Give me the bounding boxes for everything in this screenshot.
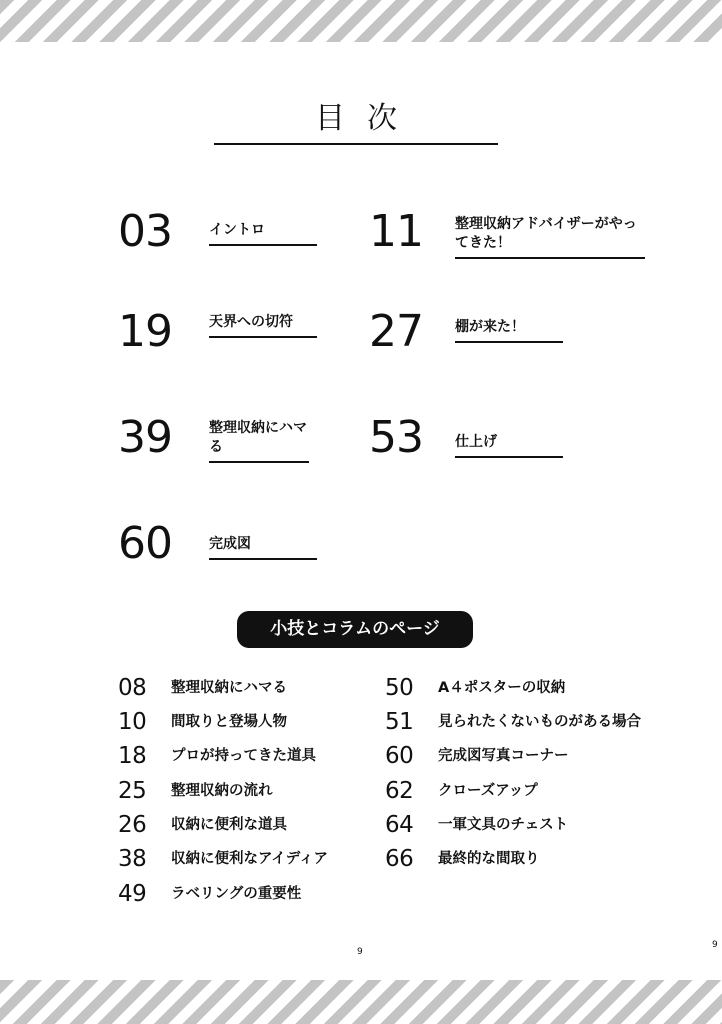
chapter-number: 60 [118,518,172,569]
extras-row [118,811,287,839]
chapter-title: 棚が来た！ [455,309,563,343]
page-number: 9 [357,947,363,957]
extras-number: 60 [385,743,414,769]
extras-row [118,880,301,908]
chapter-title: イントロ [209,212,317,246]
extras-title: 完成図写真コーナー [438,748,569,764]
extras-title: 最終的な間取り [438,851,540,867]
extras-title: 一軍文具のチェスト [438,817,569,833]
extras-title: 見られたくないものがある場合 [438,714,641,730]
extras-row [118,674,287,702]
extras-title: プロが持ってきた道具 [171,748,316,764]
extras-number: 50 [385,675,414,701]
extras-section-label: 小技とコラムのページ [237,611,473,648]
extras-number: 38 [118,846,147,872]
extras-row [385,742,569,770]
chapter-title: 整理収納にハマる [209,416,309,463]
chapter-number: 27 [369,306,423,357]
top-stripe-border [0,0,722,42]
title-underline [214,143,498,145]
page-number-corner: 9 [712,940,718,950]
extras-title: 整理収納の流れ [171,783,273,799]
extras-row [385,708,641,736]
chapter-title: 整理収納アドバイザーがやってきた！ [455,204,645,259]
extras-title: 収納に便利なアイディア [171,851,329,867]
extras-title: クローズアップ [438,783,538,799]
chapter-title: 仕上げ [455,422,563,458]
extras-title: ラベリングの重要性 [171,886,302,902]
extras-title: 整理収納にハマる [171,680,287,696]
extras-number: 51 [385,709,414,735]
extras-number: 64 [385,812,414,838]
chapter-number: 19 [118,306,172,357]
extras-row [385,811,568,839]
extras-row [385,674,565,702]
extras-title: A４ポスターの収納 [438,680,566,696]
extras-number: 18 [118,743,147,769]
bottom-stripe-border [0,980,722,1024]
chapter-number: 03 [118,206,172,257]
extras-title: 収納に便利な道具 [171,817,287,833]
extras-number: 08 [118,675,147,701]
extras-number: 10 [118,709,147,735]
extras-title: 間取りと登場人物 [171,714,287,730]
extras-row [118,708,287,736]
extras-row [118,845,328,873]
extras-row [385,777,538,805]
extras-number: 62 [385,778,414,804]
page-title: 目次 [315,101,419,136]
extras-row [118,777,273,805]
extras-row [118,742,316,770]
extras-number: 66 [385,846,414,872]
chapter-title: 完成図 [209,526,317,560]
extras-number: 25 [118,778,147,804]
chapter-number: 39 [118,412,172,463]
chapter-title: 天界への切符 [209,304,317,338]
chapter-number: 11 [369,206,423,257]
extras-number: 26 [118,812,147,838]
extras-number: 49 [118,881,147,907]
chapter-number: 53 [369,412,423,463]
extras-row [385,845,540,873]
